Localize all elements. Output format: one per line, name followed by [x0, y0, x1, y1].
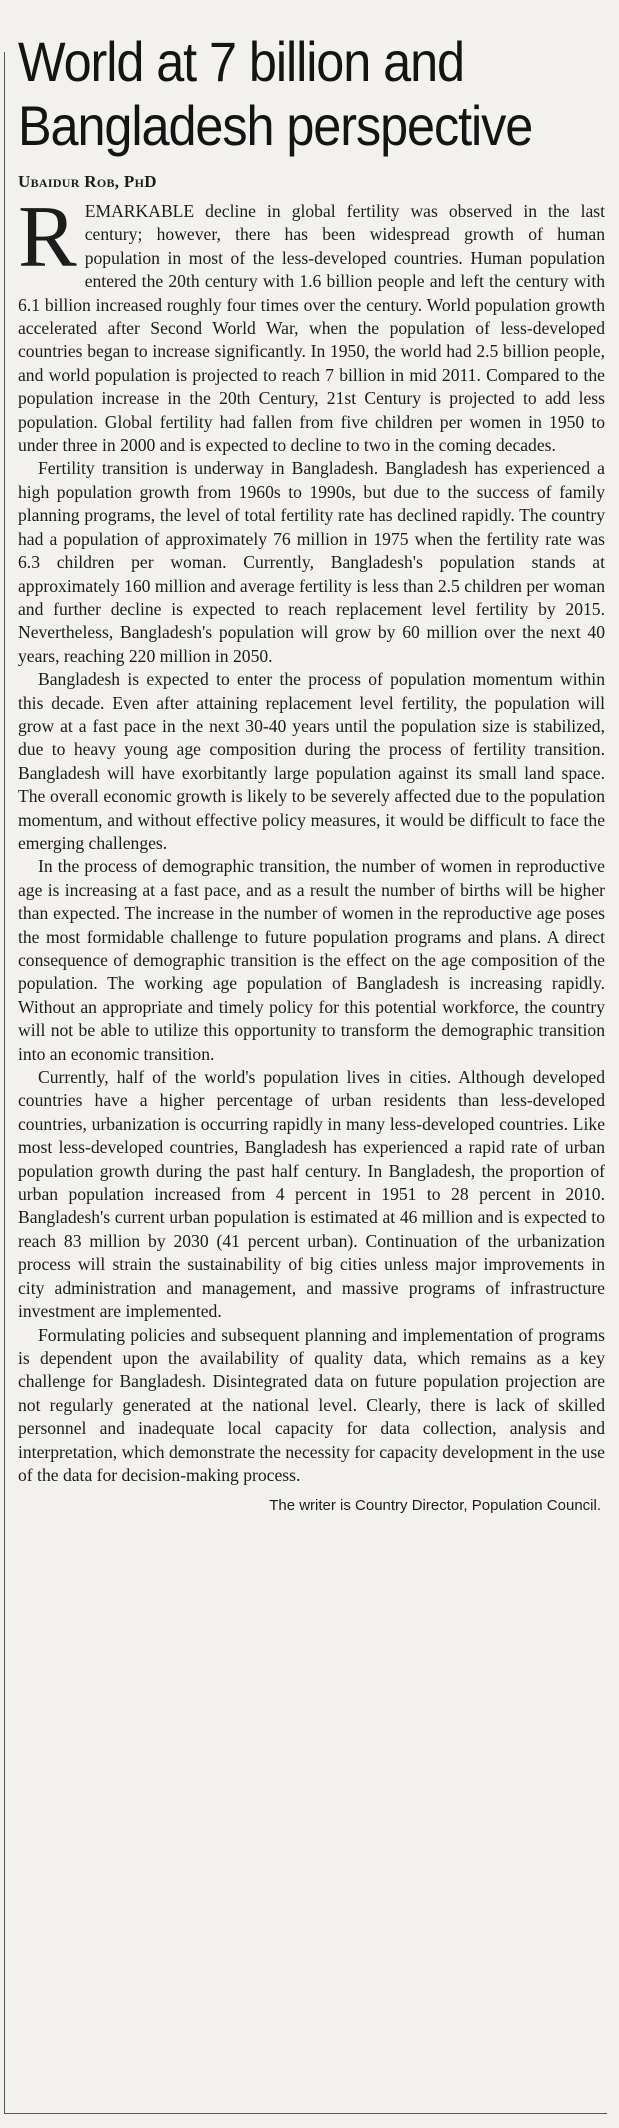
author-byline: Ubaidur Rob, PhD [18, 172, 157, 191]
headline [18, 30, 546, 158]
paragraph-2: Fertility transition is underway in Bangladesh. Bangladesh has experienced a high population growth from 1960s to 1990s, but due to the success of family planning programs, the level of total fertility rate has declined rapidly. The country had a population of approximately 76 million in 1975 when the fertility rate was 6.3 children per woman. Currently, Bangladesh's population stands at approximately 160 million and average fertility is less than 2.5 children per woman and further decline is expected to reach replacement level fertility by 2015. Nevertheless, Bangladesh's population will grow by 60 million over the next 40 years, reaching 220 million in 2050. [18, 458, 605, 666]
column-rule-bottom [4, 2113, 607, 2114]
paragraph-6: Formulating policies and subsequent planning and implementation of programs is dependent upon the availability of quality data, which remains as a key challenge for Bangladesh. Disintegrated data on future population projection are not regularly generated at the national level. Clearly, there is lack of skilled personnel and inadequate local capacity for data collection, analysis and interpretation, which demonstrate the necessity for capacity development in the use of the data for decision-making process. [18, 1324, 605, 1485]
paragraph-3: Bangladesh is expected to enter the process of population momentum within this decade. Even after attaining replacement level fertility, the population will grow at a fast pace in the next 30-40 years until the population size is stabilized, due to heavy young age composition during the process of fertility transition. Bangladesh will have exorbitantly large population against its small land space. The overall economic growth is likely to be severely affected due to the population momentum, and without effective policy measures, it would be difficult to face the emerging challenges. [18, 669, 605, 853]
author-credit: The writer is Country Director, Population Council. [269, 1497, 601, 1515]
paragraph-1-text: EMARKABLE decline in global fertility was observed in the last century; however, there has been widespread growth of human population in most of the less-developed countries. Human population entered the 20th century with 1.6 billion people and left the century with 6.1 billion increased roughly four times over the century. World population growth accelerated after Second World War, when the population of less-developed countries began to increase significantly. In 1950, the world had 2.5 billion people, and world population is projected to reach 7 billion in mid 2011. Compared to the population increase in the 20th Century, 21st Century is projected to add less population. Global fertility had fallen from five children per women in 1950 to under three in 2000 and is expected to decline to two in the coming decades. [18, 201, 605, 456]
headline-line-1: World at 7 billion and [18, 30, 464, 93]
headline-line-2: Bangladesh perspective [18, 94, 533, 157]
drop-cap: R [18, 189, 77, 286]
column-rule-left [4, 52, 5, 2114]
paragraph-4: In the process of demographic transition, the number of women in reproductive age is increasing at a fast pace, and as a result the number of births will be higher than expected. The increase in the number of women in the reproductive age poses the most formidable challenge to future population programs and plans. A direct consequence of demographic transition is the effect on the age composition of the population. The working age population of Bangladesh is increasing rapidly. Without an appropriate and timely policy for this potential workforce, the country will not be able to utilize this opportunity to transform the demographic transition into an economic transition. [18, 856, 605, 1064]
article-body [18, 189, 605, 1487]
paragraph-1 [18, 189, 605, 457]
paragraph-5: Currently, half of the world's population lives in cities. Although developed countries have a higher percentage of urban residents than less-developed countries, urbanization is occurring rapidly in many less-developed countries. Like most less-developed countries, Bangladesh has experienced a rapid rate of urban population growth during the past half century. In Bangladesh, the proportion of urban population increased from 4 percent in 1951 to 28 percent in 2010. Bangladesh's current urban population is estimated at 46 million and is expected to reach 83 million by 2030 (41 percent urban). Continuation of the urbanization process will strain the sustainability of big cities unless major improvements in city administration and management, and massive programs of infrastructure investment are implemented. [18, 1067, 605, 1322]
